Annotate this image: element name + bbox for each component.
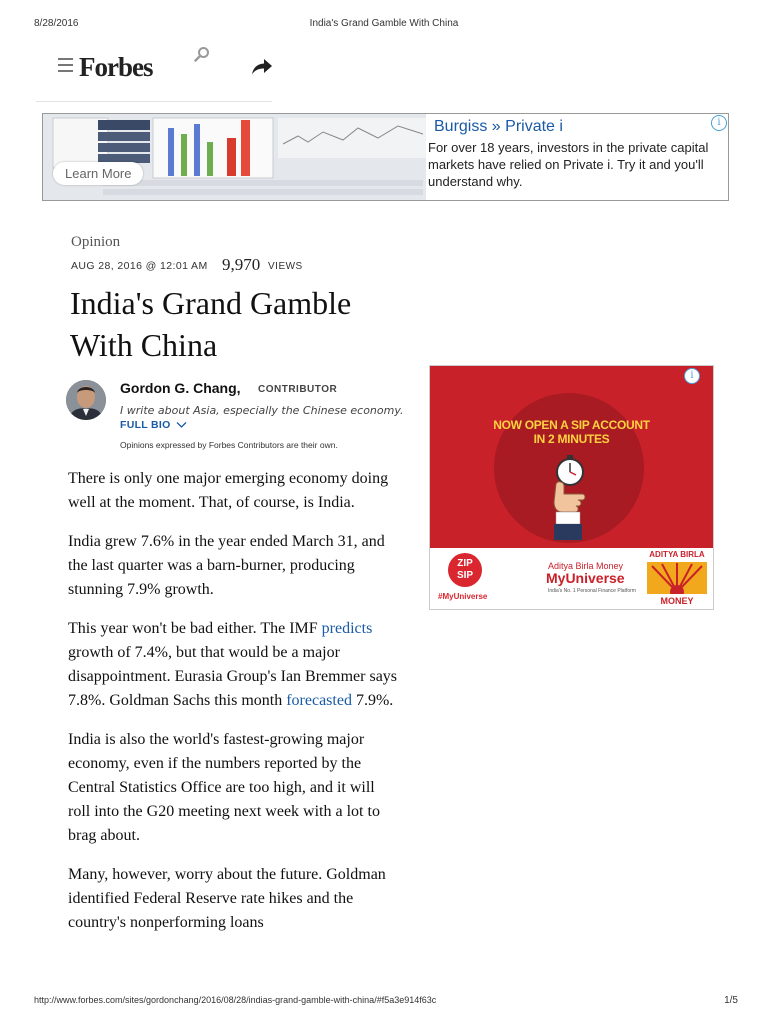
paragraph: Many, however, worry about the future. Goldman identified Federal Reserve rate hikes and the country's nonperforming loans xyxy=(68,866,386,931)
banner-ad-headline[interactable]: Burgiss » Private i xyxy=(434,118,563,135)
zipsip-hashtag: #MyUniverse xyxy=(438,592,488,601)
banner-ad[interactable] xyxy=(42,113,729,201)
author-role: CONTRIBUTOR xyxy=(258,384,338,395)
publish-date: AUG 28, 2016 @ 12:01 AM xyxy=(71,260,208,272)
brand-name-small: Aditya Birla Money xyxy=(548,561,624,571)
banner-ad-text[interactable] xyxy=(426,114,728,200)
print-date: 8/28/2016 xyxy=(34,18,79,29)
ad-learn-more-button[interactable]: Learn More xyxy=(53,162,143,185)
views-label: VIEWS xyxy=(268,261,303,272)
paragraph: India grew 7.6% in the year ended March 31, and the last quarter was a barn-burner, producing stunning 7.9% growth. xyxy=(68,533,385,598)
aditya-birla-money-logo xyxy=(645,548,709,609)
author-avatar[interactable] xyxy=(66,380,106,420)
article-headline: India's Grand Gamble With China xyxy=(70,285,352,363)
sunburst-logo-icon xyxy=(647,562,707,594)
brand-name-large: MyUniverse xyxy=(546,570,625,586)
zipsip-badge xyxy=(448,553,482,587)
paragraph-text: 7.9%. xyxy=(351,692,394,709)
print-title: India's Grand Gamble With China xyxy=(309,18,459,29)
zipsip-badge-line1: ZIP xyxy=(457,558,473,569)
full-bio-link[interactable] xyxy=(120,419,187,431)
side-ad[interactable] xyxy=(429,365,714,610)
banner-ad-copy: For over 18 years, investors in the private capital markets have relied on Private i. Try it and you'll understand why. xyxy=(428,140,709,189)
paragraph xyxy=(68,617,398,713)
side-ad-hero[interactable] xyxy=(430,366,713,548)
side-ad-headline-line1: NOW OPEN A SIP ACCOUNT xyxy=(493,418,650,432)
paragraph: India is also the world's fastest-growing major economy, even if the numbers reported by the Central Statistics Office are too high, and it will roll into the G20 meeting next week with a lot to brag about. xyxy=(68,731,380,844)
author-bio: I write about Asia, especially the Chinese economy. xyxy=(120,404,404,417)
author-name[interactable]: Gordon G. Chang, xyxy=(120,380,241,396)
paragraph-text: growth of 7.4%, but that would be a major disappointment. Eurasia Group's Ian Bremmer says 7.8%. Goldman Sachs this month xyxy=(68,644,398,709)
share-icon[interactable] xyxy=(251,55,273,77)
zipsip-badge-line2: SIP xyxy=(456,570,474,581)
print-page-number: 1/5 xyxy=(724,995,738,1006)
chevron-down-icon[interactable] xyxy=(176,421,187,429)
money-logo-top: ADITYA BIRLA xyxy=(649,550,705,559)
forbes-logo[interactable]: Forbes xyxy=(79,52,153,82)
money-logo-bottom: MONEY xyxy=(660,596,694,606)
print-url: http://www.forbes.com/sites/gordonchang/2016/08/28/indias-grand-gamble-with-china/#f5a3e914f63c xyxy=(34,995,437,1005)
full-bio-label[interactable]: FULL BIO xyxy=(120,419,171,431)
adchoices-icon[interactable]: i xyxy=(711,115,727,131)
predicts-link[interactable]: predicts xyxy=(321,620,373,637)
side-ad-headline-line2: IN 2 MINUTES xyxy=(533,432,610,446)
forecasted-link[interactable]: forecasted xyxy=(286,692,352,709)
section-label[interactable]: Opinion xyxy=(71,234,121,250)
contributor-disclaimer: Opinions expressed by Forbes Contributors are their own. xyxy=(120,440,338,450)
banner-ad-image xyxy=(43,114,426,200)
adchoices-icon[interactable]: i xyxy=(684,368,700,384)
paragraph-text: This year won't be bad either. The IMF xyxy=(68,620,322,637)
brand-tagline: India's No. 1 Personal Finance Platform xyxy=(548,588,636,594)
side-ad-footer[interactable] xyxy=(430,548,713,609)
menu-icon[interactable] xyxy=(58,58,73,72)
side-ad-headline xyxy=(460,418,683,446)
stopwatch-hand-icon xyxy=(542,454,602,540)
paragraph: There is only one major emerging economy doing well at the moment. That, of course, is India. xyxy=(68,470,389,511)
article-body xyxy=(68,467,398,950)
masthead xyxy=(36,36,272,102)
views-count: 9,970 xyxy=(222,255,261,274)
search-icon[interactable] xyxy=(194,46,210,62)
